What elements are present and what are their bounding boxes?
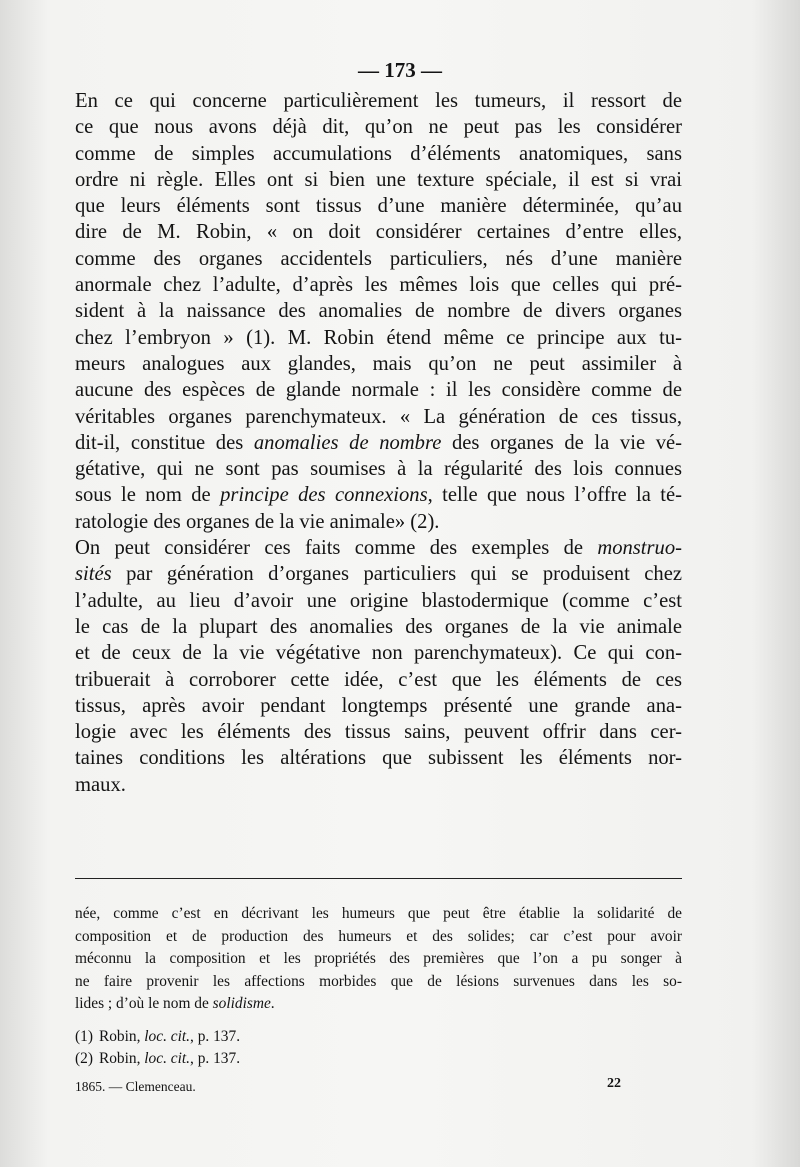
text-line: et de ceux de la vie végétative non parenchymateux). Ce qui con-	[75, 642, 682, 665]
text-line: tribuerait à corroborer cette idée, c’est que les éléments de ces	[75, 668, 682, 691]
italic-run: monstruo-	[597, 537, 682, 560]
text-line: logie avec les éléments des tissus sains, peuvent offrir dans cer-	[75, 721, 682, 744]
italic-run: principe des connexions	[220, 484, 428, 507]
text-line: anormale chez l’adulte, d’après les mêmes lois que celles qui pré-	[75, 274, 682, 297]
text-line	[75, 430, 682, 456]
text-line	[75, 535, 682, 561]
reference-mark: (2)	[75, 1050, 93, 1067]
footnote-divider	[75, 878, 682, 879]
text-line: meurs analogues aux glandes, mais qu’on ne peut assimiler à	[75, 352, 682, 375]
text-line: chez l’embryon » (1). M. Robin étend même ce principe aux tu-	[75, 326, 682, 349]
footnote-references	[75, 1026, 240, 1070]
text-line: taines conditions les altérations que subissent les éléments nor-	[75, 747, 682, 770]
text-line: dire de M. Robin, « on doit considérer certaines d’entre elles,	[75, 221, 682, 244]
text-line: aucune des espèces de glande normale : il les considère comme de	[75, 379, 682, 402]
text-run: des organes de la vie vé-	[441, 431, 682, 454]
text-line: ordre ni règle. Elles ont si bien une texture spéciale, il est si vrai	[75, 168, 682, 191]
text-line: comme des organes accidentels particuliers, nés d’une manière	[75, 247, 682, 270]
sheet-number: 22	[607, 1076, 621, 1091]
text-line	[75, 482, 682, 508]
text-line: tissus, après avoir pendant longtemps présenté une grande ana-	[75, 694, 682, 717]
reference-author: Robin,	[98, 1050, 145, 1067]
printer-signature: 1865. — Clemenceau.	[75, 1079, 196, 1094]
text-line: gétative, qui ne sont pas soumises à la régularité des lois connues	[75, 458, 682, 481]
text-line: sident à la naissance des anomalies de nombre de divers organes	[75, 300, 682, 323]
italic-run: sités	[75, 563, 112, 586]
text-line: véritables organes parenchymateux. « La génération de ces tissus,	[75, 405, 682, 428]
text-line: maux.	[75, 773, 126, 796]
text-line: l’adulte, au lieu d’avoir une origine blastodermique (comme c’est	[75, 589, 682, 612]
reference-rest: , p. 137.	[190, 1028, 241, 1045]
text-line: le cas de la plupart des anomalies des organes de la vie animale	[75, 615, 682, 638]
reference-author: Robin,	[98, 1028, 145, 1045]
text-run: dit-il, constitue des	[75, 431, 254, 454]
reference-mark: (1)	[75, 1028, 93, 1045]
reference-italic: loc. cit.	[144, 1028, 191, 1045]
main-text	[75, 88, 682, 798]
text-run: sous le nom de	[75, 484, 221, 507]
text-line: méconnu la composition et les propriétés des premières que l’on a pu songer à	[75, 950, 682, 967]
text-line	[75, 561, 682, 587]
reference-line	[75, 1048, 240, 1070]
page-number-header: — 173 —	[358, 58, 442, 82]
reference-rest: , p. 137.	[190, 1050, 241, 1067]
text-run: , telle que nous l’offre la té-	[427, 484, 682, 507]
text-line: ne faire provenir les affections morbides que de lésions survenues dans les so-	[75, 972, 682, 990]
paragraph-2	[75, 535, 682, 798]
paragraph-1	[75, 88, 682, 535]
text-line: que leurs éléments sont tissus d’une manière déterminée, qu’au	[75, 195, 682, 218]
text-line: En ce qui concerne particulièrement les tumeurs, il ressort de	[75, 90, 682, 112]
text-run: .	[270, 995, 275, 1012]
text-run: lides ; d’où le nom de	[75, 995, 213, 1012]
italic-run: solidisme	[212, 995, 271, 1012]
text-line: née, comme c’est en décrivant les humeurs que peut être établie la solidarité de	[75, 905, 682, 922]
footnote-continuation	[75, 903, 682, 1016]
text-line: ratologie des organes de la vie animale» (2).	[75, 510, 440, 533]
italic-run: anomalies de nombre	[253, 431, 442, 454]
text-run: On peut considérer ces faits comme des exemples de	[75, 537, 598, 560]
text-line: ce que nous avons déjà dit, qu’on ne peut pas les considérer	[75, 116, 682, 139]
text-run: par génération d’organes particuliers qui se produisent chez	[111, 563, 682, 586]
text-line: composition et de production des humeurs et des solides; car c’est pour avoir	[75, 927, 682, 945]
reference-line	[75, 1026, 240, 1048]
text-line	[75, 993, 682, 1016]
text-line: comme de simples accumulations d’éléments anatomiques, sans	[75, 142, 682, 165]
reference-italic: loc. cit.	[144, 1050, 191, 1067]
